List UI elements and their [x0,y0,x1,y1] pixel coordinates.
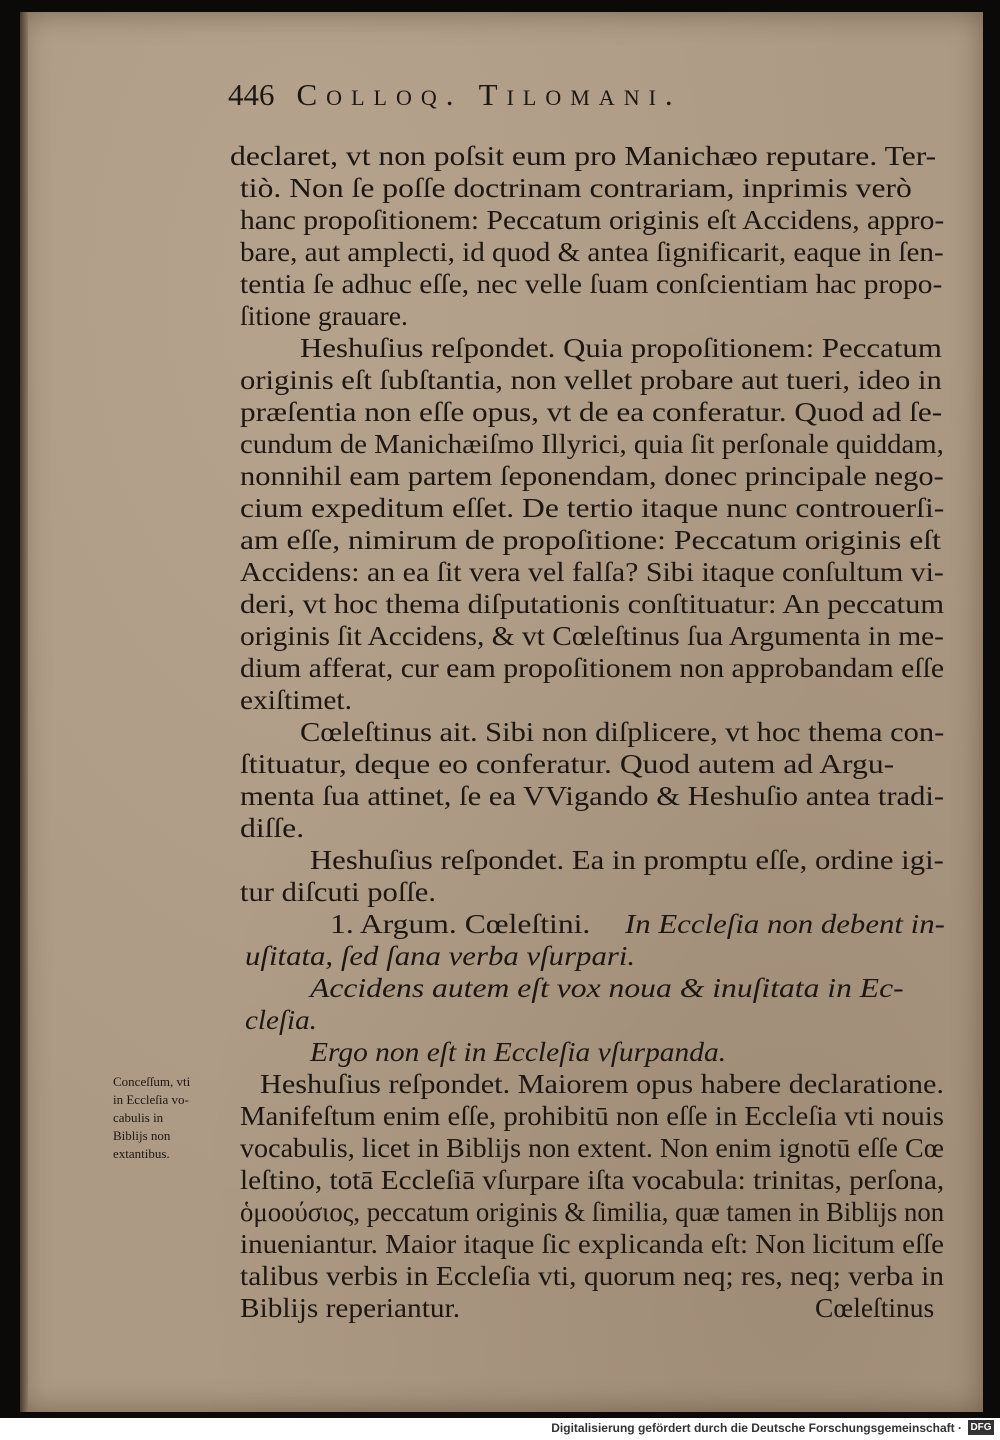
running-title: Colloq. Tilomani. [296,77,682,112]
page-number: 446 [228,77,275,112]
text-line: ſitione grauare. [240,300,408,331]
marginal-note-line: Conceſſum, vti [113,1074,191,1089]
text-line: præſentia non eſſe opus, vt de ea conferatur. Quod ad ſe- [240,396,943,427]
text-line: Heshuſius reſpondet. Quia propoſitionem: Peccatum [300,332,942,363]
text-line: diſſe. [240,812,305,843]
text-line: bare, aut amplecti, id quod & antea ſignificarit, eaque in ſen- [240,236,944,267]
text-line: am eſſe, nimirum de propoſitione: Peccatum originis eſt [240,524,941,555]
text-line: Ergo non eſt in Eccleſia vſurpanda. [310,1036,727,1067]
text-line: Cœleſtinus ait. Sibi non diſplicere, vt hoc thema con- [300,716,945,747]
text-line: deri, vt hoc thema diſputationis conſtituatur: An peccatum [240,588,945,619]
text-line-italic-tail: In Eccleſia non debent in- [625,908,945,939]
text-line: Accidens autem eſt vox noua & inuſitata in Ec- [310,972,904,1003]
text-line: ſtituatur, deque eo conferatur. Quod autem ad Argu- [240,748,895,779]
text-line: ὁμοούσιος, peccatum originis & ſimilia, quæ tamen in Biblijs non [240,1196,945,1227]
text-line: menta ſua attinet, ſe ea VVigando & Heshuſio antea tradi- [240,780,945,811]
catchword: Cœleſtinus [815,1292,935,1323]
text-line: nonnihil eam partem ſeponendam, donec principale nego- [240,460,944,491]
text-line: leſtino, totā Eccleſiā vſurpare iſta vocabula: trinitas, perſona, [240,1164,945,1195]
text-line: cium expeditum eſſet. De tertio itaque nunc controuerſi- [240,492,945,523]
text-line: exiſtimet. [240,684,352,715]
text-line: cleſia. [245,1004,317,1035]
text-line: declaret, vt non poſsit eum pro Manichæo reputare. Ter- [230,140,937,171]
text-line: Heshuſius reſpondet. Ea in promptu eſſe, ordine igi- [310,844,944,875]
text-line: inueniantur. Maior itaque ſic explicanda eſt: Non licitum eſſe [240,1228,945,1259]
text-line: tentia ſe adhuc eſſe, nec velle ſuam conſcientiam hac propo- [240,268,943,299]
text-line: vocabulis, licet in Biblijs non extent. Non enim ignotū eſſe Cœ [240,1132,945,1163]
text-line: tur diſcuti poſſe. [240,876,437,907]
marginal-note-line: extantibus. [113,1146,170,1161]
text-line: originis ſit Accidens, & vt Cœleſtinus ſua Argumenta in me- [240,620,944,651]
marginal-note-line: in Eccleſia vo- [113,1092,189,1107]
text-line: tiò. Non ſe poſſe doctrinam contrariam, inprimis verò [240,172,912,203]
text-line: hanc propoſitionem: Peccatum originis eſt Accidens, appro- [240,204,945,235]
text-line: Accidens: an ea ſit vera vel falſa? Sibi itaque conſultum vi- [240,556,944,587]
text-line: cundum de Manichæiſmo Illyrici, quia ſit perſonale quiddam, [240,428,944,459]
text-line: originis eſt ſubſtantia, non vellet probare aut tueri, ideo in [240,364,942,395]
funding-credit: Digitalisierung gefördert durch die Deutsche Forschungsgemeinschaft · [551,1421,962,1435]
text-line: Heshuſius reſpondet. Maiorem opus habere declaratione. [260,1068,944,1099]
text-line: dium afferat, cur eam propoſitionem non approbandam eſſe [240,652,945,683]
running-head [228,77,682,113]
page-gutter-shadow [20,12,28,1412]
text-line: 1. Argum. Cœleſtini. [330,908,591,939]
marginal-note-line: Biblijs non [113,1128,171,1143]
marginal-note-line: cabulis in [113,1110,164,1125]
text-line: talibus verbis in Eccleſia vti, quorum neq; res, neq; verba in [240,1260,945,1291]
dfg-logo: DFG [968,1420,994,1435]
text-line: uſitata, ſed ſana verba vſurpari. [245,940,636,971]
marginal-note [113,1073,238,1163]
footer-bar [0,1418,1000,1440]
text-line: Biblijs reperiantur. [240,1292,461,1323]
text-line: Manifeſtum enim eſſe, prohibitū non eſſe in Eccleſia vti nouis [240,1100,944,1131]
